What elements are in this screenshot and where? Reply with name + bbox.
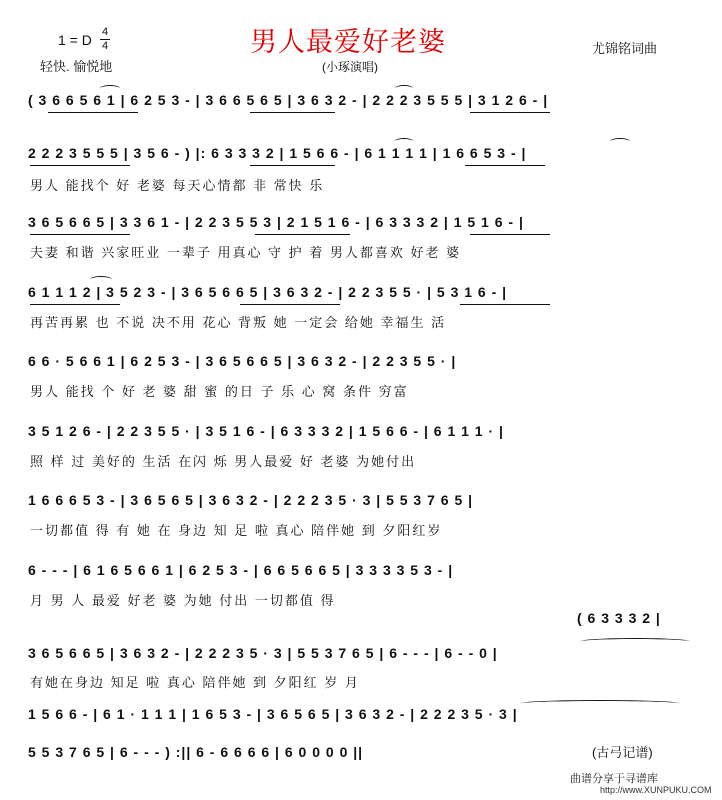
slur-mark bbox=[395, 85, 413, 92]
beam-line bbox=[255, 234, 350, 235]
beam-line bbox=[250, 165, 335, 166]
score-row-9: 3 6 5 6 6 5 | 3 6 3 2 - | 2 2 2 3 5 · 3 | 5 5 3 7 6 5 | 6 - - - | 6 - - 0 | bbox=[28, 645, 498, 661]
share-text: 曲谱分享于寻谱库 bbox=[570, 773, 658, 785]
beam-line bbox=[250, 112, 335, 113]
beam-line bbox=[470, 112, 550, 113]
transcriber-credit: (古弓记谱) bbox=[592, 745, 653, 760]
time-signature bbox=[100, 27, 110, 52]
site-url[interactable]: http://www.XUNPUKU.COM bbox=[600, 785, 712, 795]
key-signature: 1 = D bbox=[58, 32, 92, 48]
singer-credit: (小琢演唱) bbox=[322, 60, 378, 74]
score-row-5: 6 6 · 5 6 6 1 | 6 2 5 3 - | 3 6 5 6 6 5 | 3 6 3 2 - | 2 2 3 5 5 · | bbox=[28, 353, 457, 369]
author-credit: 尤锦铭词曲 bbox=[592, 41, 658, 56]
lyric-row-8: 月 男 人 最爱 好老 婆 为她 付出 一切都值 得 bbox=[30, 593, 336, 608]
slur-mark bbox=[580, 638, 690, 645]
score-row-4: 6 1 1 1 2 | 3 5 2 3 - | 3 6 5 6 6 5 | 3 6 3 2 - | 2 2 3 5 5 · | 5 3 1 6 - | bbox=[28, 284, 508, 300]
lyric-row-5: 男人 能找 个 好 老 婆 甜 蜜 的日 子 乐 心 窝 条件 穷富 bbox=[30, 384, 409, 399]
lyric-row-3: 夫妻 和谐 兴家旺业 一辈子 用真心 守 护 着 男人都喜欢 好老 婆 bbox=[30, 245, 462, 260]
slur-mark bbox=[610, 138, 630, 145]
beam-line bbox=[240, 304, 340, 305]
slur-mark bbox=[90, 276, 112, 283]
score-row-2: 2 2 2 3 5 5 5 | 3 5 6 - ) |: 6 3 3 3 2 | 1 5 6 6 - | 6 1 1 1 1 | 1 6 6 5 3 - | bbox=[28, 145, 527, 161]
score-row-3: 3 6 5 6 6 5 | 3 3 6 1 - | 2 2 3 5 5 3 | 2 1 5 1 6 - | 6 3 3 3 2 | 1 5 1 6 - | bbox=[28, 214, 524, 230]
tempo-marking: 轻快. 愉悦地 bbox=[40, 59, 113, 74]
lyric-row-6: 照 样 过 美好的 生活 在闪 烁 男人最爱 好 老婆 为她付出 bbox=[30, 454, 417, 469]
meter-top: 4 bbox=[101, 26, 109, 38]
beam-line bbox=[30, 165, 130, 166]
score-row-7: 1 6 6 6 5 3 - | 3 6 5 6 5 | 3 6 3 2 - | 2 2 2 3 5 · 3 | 5 5 3 7 6 5 | bbox=[28, 492, 474, 508]
meter-bottom: 4 bbox=[101, 40, 109, 52]
slur-mark bbox=[100, 85, 120, 92]
lyric-row-9: 有她在身边 知足 啦 真心 陪伴她 到 夕阳红 岁 月 bbox=[30, 675, 360, 690]
song-title: 男人最爱好老婆 bbox=[250, 27, 446, 58]
slur-mark bbox=[395, 138, 413, 145]
score-row-10: 1 5 6 6 - | 6 1 · 1 1 1 | 1 6 5 3 - | 3 6 5 6 5 | 3 6 3 2 - | 2 2 2 3 5 · 3 | bbox=[28, 706, 518, 722]
lyric-row-4: 再苦再累 也 不说 决不用 花心 背叛 她 一定会 给她 幸福生 活 bbox=[30, 315, 447, 330]
beam-line bbox=[460, 304, 550, 305]
beam-line bbox=[48, 112, 138, 113]
score-row-6: 3 5 1 2 6 - | 2 2 3 5 5 · | 3 5 1 6 - | 6 3 3 3 2 | 1 5 6 6 - | 6 1 1 1 · | bbox=[28, 423, 504, 439]
beam-line bbox=[465, 165, 545, 166]
score-row-8: 6 - - - | 6 1 6 5 6 6 1 | 6 2 5 3 - | 6 6 5 6 6 5 | 3 3 3 3 5 3 - | bbox=[28, 562, 454, 578]
beam-line bbox=[30, 234, 130, 235]
interlude-notes: ( 6 3 3 3 2 | bbox=[577, 610, 661, 626]
beam-line bbox=[470, 234, 550, 235]
slur-mark bbox=[520, 700, 680, 707]
beam-line bbox=[30, 304, 120, 305]
score-row-1: ( 3 6 6 5 6 1 | 6 2 5 3 - | 3 6 6 5 6 5 | 3 6 3 2 - | 2 2 2 3 5 5 5 | 3 1 2 6 - | bbox=[28, 92, 549, 108]
lyric-row-2: 男人 能找个 好 老婆 每天心情都 非 常快 乐 bbox=[30, 178, 325, 193]
lyric-row-7: 一切都值 得 有 她 在 身边 知 足 啦 真心 陪伴她 到 夕阳红岁 bbox=[30, 523, 443, 538]
score-row-11: 5 5 3 7 6 5 | 6 - - - ) :|| 6 - 6 6 6 6 | 6 0 0 0 0 || bbox=[28, 744, 364, 760]
